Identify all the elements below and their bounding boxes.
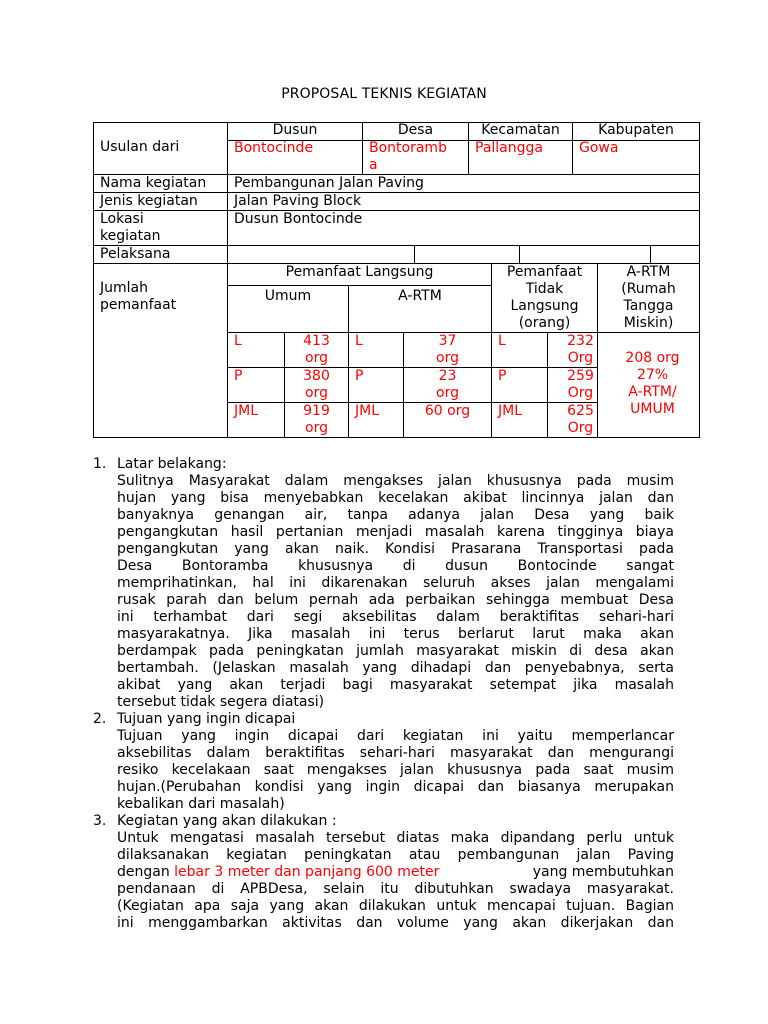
- s1-line: Desa Bontoramba khususnya di dusun Bontocinde sangat: [117, 558, 674, 574]
- row-p-umum-value: 380 org: [303, 368, 330, 401]
- row-l-tidak-value: 232 Org: [567, 333, 594, 366]
- header-dusun: Dusun: [272, 122, 318, 138]
- value-kecamatan: Pallangga: [475, 140, 543, 156]
- pemanfaat-langsung-header: Pemanfaat Langsung: [285, 264, 434, 280]
- value-dusun: Bontocinde: [234, 140, 314, 156]
- s2-line: aksebilitas dalam beraktifitas sehari-hari masyarakat dan mengurangi: [117, 745, 674, 761]
- s2-line: Tujuan yang ingin dicapai dari kegiatan ini yaitu memperlancar: [117, 728, 674, 744]
- row-jml-umum-key: JML: [234, 403, 259, 419]
- s3-line: [117, 864, 674, 881]
- page-title: PROPOSAL TEKNIS KEGIATAN: [281, 86, 487, 102]
- row-p-artm-value: 23 org: [436, 368, 459, 401]
- row-p-tidak-value: 259 Org: [567, 368, 594, 401]
- s2-line: hujan.(Perubahan kondisi yang ingin dicapai dan biasanya merupakan: [117, 779, 674, 795]
- header-desa: Desa: [397, 122, 434, 138]
- s1-line: akibat yang akan terjadi bagi masyarakat setempat jika masalah: [117, 677, 674, 693]
- s1-line: berdampak pada peningkatan jumlah masyarakat miskin di desa akan: [117, 643, 674, 659]
- s3-line: (Kegiatan apa saja yang akan dilakukan untuk mencapai tujuan. Bagian: [117, 898, 674, 914]
- row-l-tidak-key: L: [498, 333, 506, 349]
- s1-line: banyaknya genangan air, tanpa adanya jalan Desa yang baik: [117, 507, 674, 523]
- nama-kegiatan-label: Nama kegiatan: [100, 175, 207, 191]
- s2-line: kebalikan dari masalah): [117, 796, 285, 812]
- s3-line: pendanaan di APBDesa, selain itu dibutuhkan swadaya masyarakat.: [117, 881, 674, 897]
- s3-line3-end: yang membutuhkan: [528, 864, 674, 880]
- section-2-number: 2.: [93, 711, 107, 727]
- row-jml-umum-value: 919 org: [303, 403, 330, 436]
- jumlah-pemanfaat-label: Jumlah pemanfaat: [100, 280, 177, 313]
- s1-line: Sulitnya Masyarakat dalam mengakses jalan khususnya pada musim: [117, 473, 674, 489]
- artm-rumah-tangga-miskin-header: A-RTM (Rumah Tangga Miskin): [621, 264, 676, 331]
- s3-line3-prefix: [117, 864, 439, 881]
- header-kabupaten: Kabupaten: [598, 122, 674, 138]
- row-l-umum-value: 413 org: [303, 333, 330, 366]
- s1-line: rusak parah dan belum pernah ada perbaikan sehingga membuat Desa: [117, 592, 674, 608]
- artm-summary: 208 org 27% A-RTM/ UMUM: [625, 350, 680, 417]
- umum-header: Umum: [264, 288, 312, 304]
- row-jml-artm-value: 60 org: [424, 403, 471, 419]
- s3-line: ini menggambarkan aktivitas dan volume yang akan dikerjakan dan: [117, 915, 674, 931]
- section-2-heading: Tujuan yang ingin dicapai: [117, 711, 296, 727]
- s1-line: masyarakatnya. Jika masalah ini terus berlarut larut maka akan: [117, 626, 674, 642]
- row-l-artm-key: L: [355, 333, 363, 349]
- section-1-number: 1.: [93, 456, 107, 472]
- section-1-body: [117, 473, 674, 711]
- s1-line: ini terhambat dari segi aksebilitas dalam beraktifitas sehari-hari: [117, 609, 674, 625]
- s2-line: resiko kecelakaan saat mengakses jalan khususnya pada saat musim: [117, 762, 674, 778]
- row-p-tidak-key: P: [498, 368, 507, 384]
- row-p-artm-key: P: [355, 368, 364, 384]
- s1-line: pengangkutan yang akan naik. Kondisi Prasarana Transportasi pada: [117, 541, 674, 557]
- lokasi-kegiatan-label: Lokasi kegiatan: [100, 211, 161, 244]
- row-l-umum-key: L: [234, 333, 242, 349]
- s3-line: dilaksanakan kegiatan peningkatan atau pembangunan jalan Paving: [117, 847, 674, 863]
- row-jml-artm-key: JML: [355, 403, 380, 419]
- s3-line: Untuk mengatasi masalah tersebut diatas maka dipandang perlu untuk: [117, 830, 674, 846]
- section-3-number: 3.: [93, 813, 107, 829]
- value-desa: Bontoramb a: [369, 140, 447, 173]
- jenis-kegiatan-value: Jalan Paving Block: [234, 193, 362, 209]
- value-kabupaten: Gowa: [579, 140, 619, 156]
- jenis-kegiatan-label: Jenis kegiatan: [100, 193, 198, 209]
- s1-line: pengangkutan hasil pertanian menjadi masalah karena tingginya biaya: [117, 524, 674, 540]
- section-2-body: [117, 728, 674, 813]
- header-kecamatan: Kecamatan: [481, 122, 560, 138]
- s3-line3-start: dengan: [117, 864, 175, 880]
- section-3-body: [117, 830, 674, 932]
- pemanfaat-tidak-langsung-header: Pemanfaat Tidak Langsung (orang): [506, 264, 583, 331]
- lokasi-kegiatan-value: Dusun Bontocinde: [234, 211, 363, 227]
- s1-line: bertambah. (Jelaskan masalah yang dihadapi dan penyebabnya, serta: [117, 660, 674, 676]
- row-p-umum-key: P: [234, 368, 243, 384]
- nama-kegiatan-value: Pembangunan Jalan Paving: [234, 175, 424, 191]
- s1-line: memprihatinkan, hal ini dikarenakan seluruh akses jalan mengalami: [117, 575, 674, 591]
- s1-line: hujan yang bisa menyebabkan kecelakan akibat lincinnya jalan dan: [117, 490, 674, 506]
- section-1-heading: Latar belakang:: [117, 456, 227, 472]
- usulan-label: Usulan dari: [100, 139, 180, 155]
- s1-line: tersebut tidak segera diatasi): [117, 694, 325, 710]
- row-jml-tidak-value: 625 Org: [567, 403, 594, 436]
- pelaksana-label: Pelaksana: [100, 246, 171, 262]
- s3-highlight: lebar 3 meter dan panjang 600 meter: [174, 864, 440, 880]
- row-jml-tidak-key: JML: [498, 403, 523, 419]
- artm-header: A-RTM: [398, 288, 442, 304]
- row-l-artm-value: 37 org: [436, 333, 459, 366]
- section-3-heading: Kegiatan yang akan dilakukan :: [117, 813, 337, 829]
